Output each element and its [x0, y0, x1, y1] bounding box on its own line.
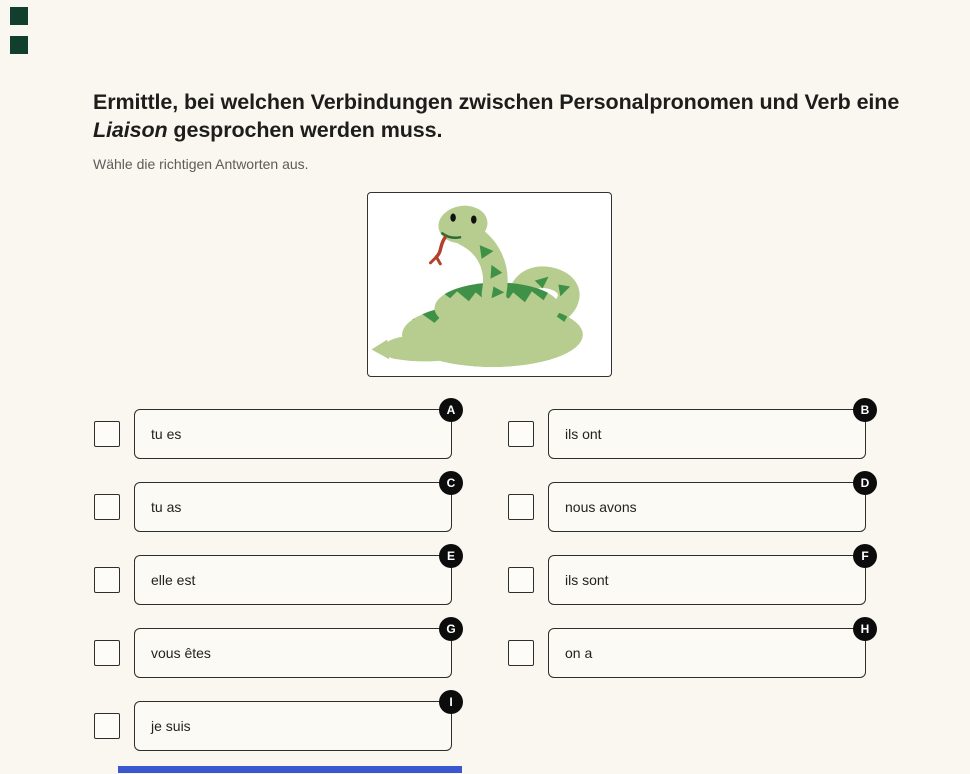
title-italic-word: Liaison — [93, 118, 168, 142]
task-header — [93, 88, 903, 172]
checkbox-b[interactable] — [508, 421, 534, 447]
answer-label: elle est — [151, 572, 196, 588]
answer-label: ils sont — [565, 572, 609, 588]
answer-box-i[interactable] — [134, 695, 453, 751]
answer-option-c — [94, 476, 456, 532]
answer-box-c[interactable] — [134, 476, 456, 532]
title-text-part1: Ermittle, bei welchen Verbindungen zwischen Personalpronomen und Verb eine — [93, 90, 900, 114]
answer-option-g — [94, 622, 456, 678]
answer-box-b[interactable] — [548, 403, 870, 459]
option-letter-badge: G — [439, 617, 463, 641]
snake-tongue — [436, 237, 445, 257]
title-text-part2: gesprochen werden muss. — [167, 118, 443, 142]
answer-box-a[interactable] — [134, 403, 456, 459]
answer-option-f — [508, 549, 869, 605]
progress-bar — [118, 766, 462, 773]
exercise-title — [93, 88, 903, 144]
checkbox-g[interactable] — [94, 640, 120, 666]
answer-option-d — [508, 476, 870, 532]
corner-decoration-square — [10, 7, 28, 25]
option-letter-badge: D — [853, 471, 877, 495]
checkbox-d[interactable] — [508, 494, 534, 520]
answer-label: on a — [565, 645, 593, 661]
answer-label: nous avons — [565, 499, 637, 515]
answer-option-b — [508, 403, 870, 459]
exercise-instruction: Wähle die richtigen Antworten aus. — [93, 156, 309, 172]
option-letter-badge: E — [439, 544, 463, 568]
answer-box-e[interactable] — [134, 549, 455, 605]
checkbox-a[interactable] — [94, 421, 120, 447]
checkbox-h[interactable] — [508, 640, 534, 666]
checkbox-f[interactable] — [508, 567, 534, 593]
answer-label: ils ont — [565, 426, 602, 442]
option-letter-badge: B — [853, 398, 877, 422]
answer-option-i — [94, 695, 453, 751]
checkbox-c[interactable] — [94, 494, 120, 520]
answer-box-g[interactable] — [134, 622, 456, 678]
answer-option-e — [94, 549, 455, 605]
answer-option-a — [94, 403, 456, 459]
option-letter-badge: A — [439, 398, 463, 422]
answer-option-h — [508, 622, 870, 678]
corner-decoration-square — [10, 36, 28, 54]
options-column-right — [508, 403, 870, 701]
option-letter-badge: I — [439, 690, 463, 714]
snake-eye — [450, 213, 456, 221]
options-column-left — [94, 403, 456, 774]
option-letter-badge: C — [439, 471, 463, 495]
answer-label: tu as — [151, 499, 182, 515]
checkbox-i[interactable] — [94, 713, 120, 739]
checkbox-e[interactable] — [94, 567, 120, 593]
answer-box-h[interactable] — [548, 622, 870, 678]
option-letter-badge: H — [853, 617, 877, 641]
snake-eye — [471, 215, 477, 223]
answer-label: vous êtes — [151, 645, 211, 661]
answer-label: je suis — [151, 718, 191, 734]
answer-label: tu es — [151, 426, 182, 442]
snake-illustration — [369, 194, 611, 376]
exercise-image-frame — [367, 192, 612, 377]
answer-box-f[interactable] — [548, 549, 869, 605]
option-letter-badge: F — [853, 544, 877, 568]
answer-box-d[interactable] — [548, 476, 870, 532]
